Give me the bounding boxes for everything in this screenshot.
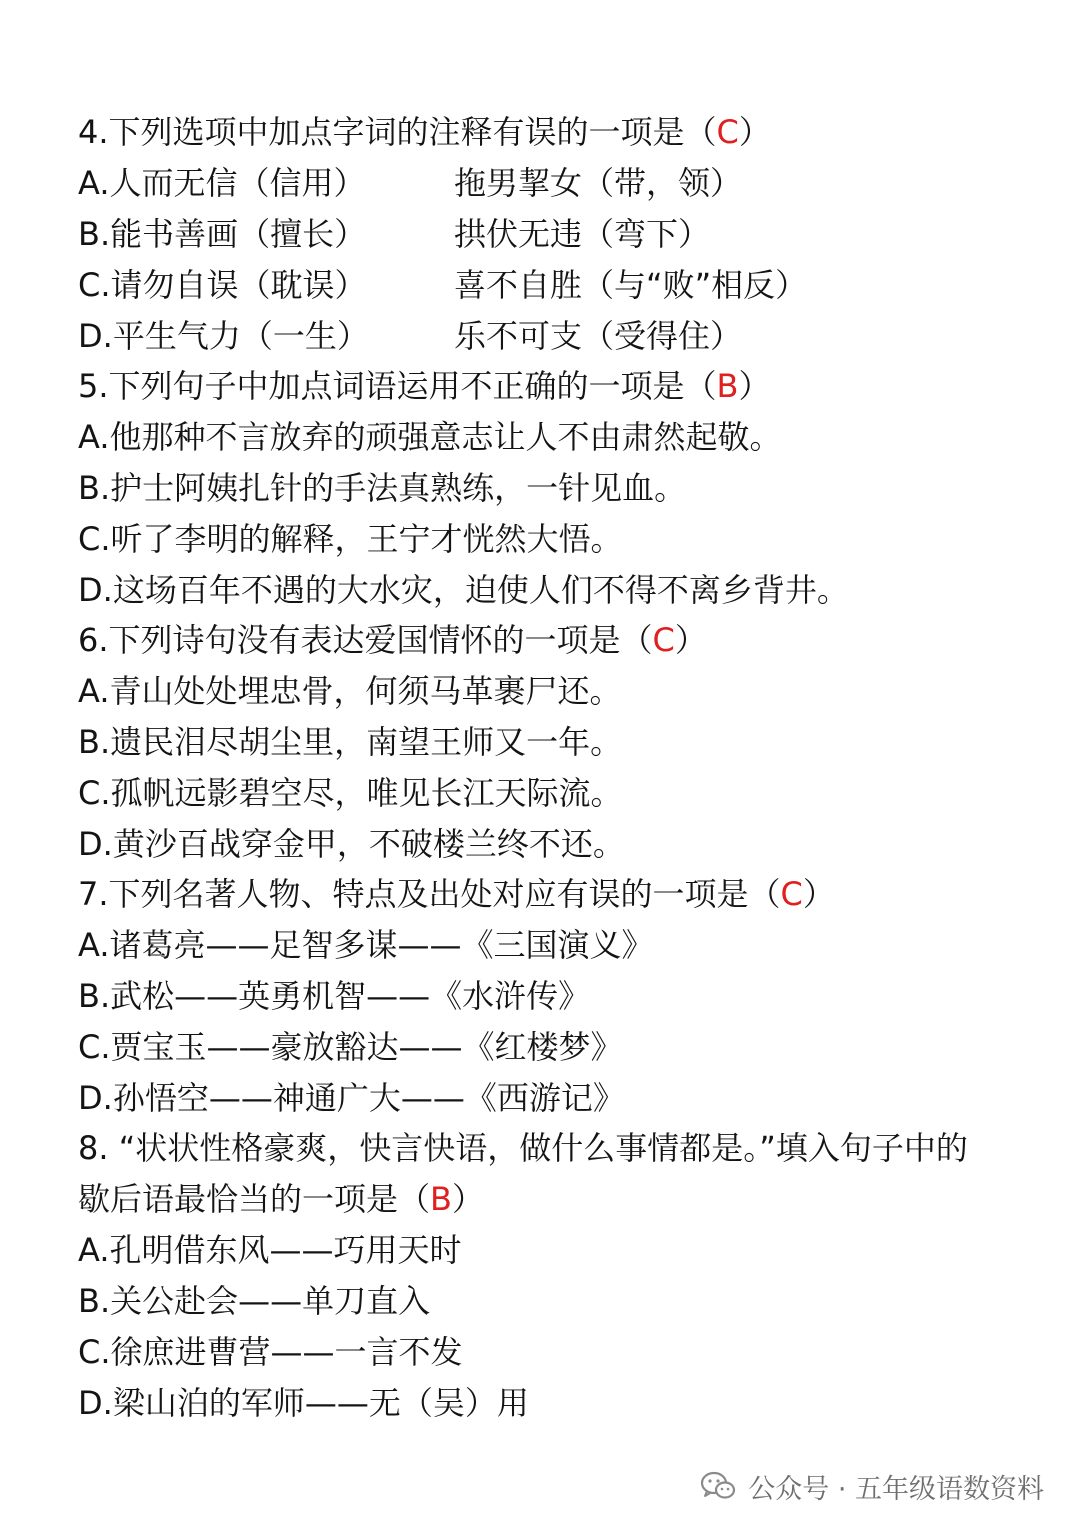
question-4-option-a-left: A.人而无信（信用） [78, 164, 366, 202]
question-7-answer: C [780, 875, 803, 913]
question-6-stem: 6.下列诗句没有表达爱国情怀的一项是（C） [78, 621, 707, 659]
question-4-option-c-right: 喜不自胜（与“败”相反） [454, 266, 808, 304]
question-8-option-b: B.关公赴会——单刀直入 [78, 1282, 431, 1320]
question-5-stem: 5.下列句子中加点词语运用不正确的一项是（B） [78, 367, 771, 405]
question-4-answer: C [716, 113, 739, 151]
question-8-stem: 歇后语最恰当的一项是（B） [78, 1180, 484, 1218]
question-8-option-a: A.孔明借东风——巧用天时 [78, 1231, 462, 1269]
question-6-option-c: C.孤帆远影碧空尽，唯见长江天际流。 [78, 774, 623, 812]
question-7-option-d: D.孙悟空——神通广大——《西游记》 [78, 1079, 625, 1117]
question-6-option-b: B.遗民泪尽胡尘里，南望王师又一年。 [78, 723, 623, 761]
question-6-option-d: D.黄沙百战穿金甲，不破楼兰终不还。 [78, 825, 625, 863]
question-4-option-d-left: D.平生气力（一生） [78, 317, 369, 355]
question-6-answer: C [652, 621, 675, 659]
question-5-option-c: C.听了李明的解释，王宁才恍然大悟。 [78, 520, 623, 558]
question-5-answer: B [716, 367, 739, 405]
question-5-option-b: B.护士阿姨扎针的手法真熟练，一针见血。 [78, 469, 687, 507]
question-5-option-a: A.他那种不言放弃的顽强意志让人不由肃然起敬。 [78, 418, 782, 456]
question-6-option-a: A.青山处处埋忠骨，何须马革裹尸还。 [78, 672, 622, 710]
question-8-option-d: D.梁山泊的军师——无（吴）用 [78, 1384, 529, 1422]
question-8-option-c: C.徐庶进曹营——一言不发 [78, 1333, 463, 1371]
question-4-option-d-right: 乐不可支（受得住） [454, 317, 743, 355]
watermark-text: 公众号 · 五年级语数资料 [748, 1473, 1044, 1505]
question-8-answer: B [430, 1180, 452, 1218]
question-5-option-d: D.这场百年不遇的大水灾，迫使人们不得不离乡背井。 [78, 571, 849, 609]
question-7-option-c: C.贾宝玉——豪放豁达——《红楼梦》 [78, 1028, 623, 1066]
question-7-option-b: B.武松——英勇机智——《水浒传》 [78, 977, 591, 1015]
watermark [700, 1466, 1044, 1506]
wechat-icon [700, 1471, 736, 1501]
question-7-stem: 7.下列名著人物、特点及出处对应有误的一项是（C） [78, 875, 835, 913]
question-7-option-a: A.诸葛亮——足智多谋——《三国演义》 [78, 926, 654, 964]
question-4-option-b-left: B.能书善画（擅长） [78, 215, 367, 253]
question-4-stem: 4.下列选项中加点字词的注释有误的一项是（C） [78, 113, 771, 151]
question-4-option-b-right: 拱伏无违（弯下） [454, 215, 711, 253]
question-8-stem-line1: 8. “状状性格豪爽，快言快语，做什么事情都是。”填入句子中的 [78, 1129, 968, 1167]
question-4-option-c-left: C.请勿自误（耽误） [78, 266, 367, 304]
question-4-option-a-right: 拖男挈女（带，领） [454, 164, 743, 202]
